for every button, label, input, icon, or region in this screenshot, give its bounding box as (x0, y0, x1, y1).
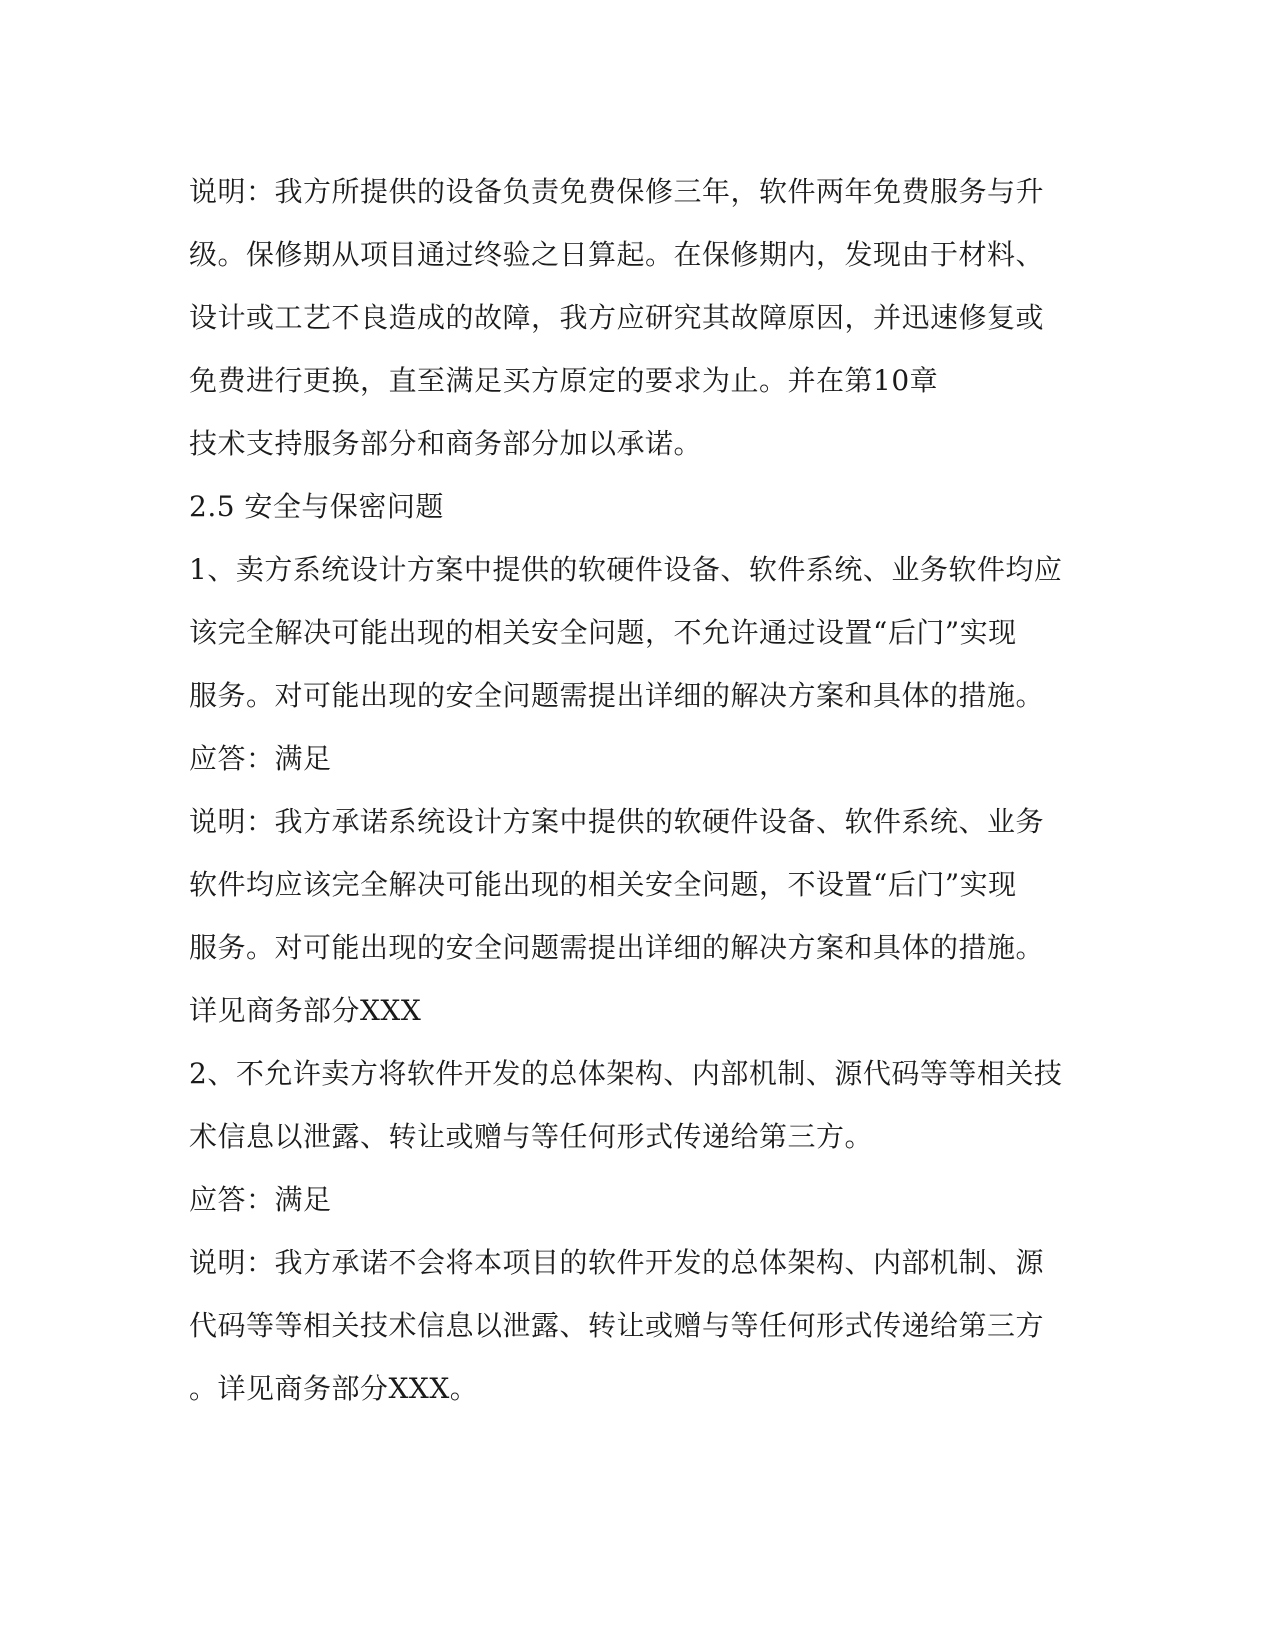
text-line: 2、不允许卖方将软件开发的总体架构、内部机制、源代码等等相关技 (189, 1057, 1063, 1090)
text-line: 服务。对可能出现的安全问题需提出详细的解决方案和具体的措施。 (189, 679, 1045, 712)
text-line: 术信息以泄露、转让或赠与等任何形式传递给第三方。 (189, 1120, 874, 1153)
text-line: 级。保修期从项目通过终验之日算起。在保修期内，发现由于材料、 (189, 238, 1045, 271)
text-line: 该完全解决可能出现的相关安全问题，不允许通过设置“后门”实现 (189, 616, 1017, 649)
text-line: 。详见商务部分XXX。 (189, 1372, 479, 1405)
document-body (189, 160, 1089, 1420)
section-heading: 2.5 安全与保密问题 (189, 490, 444, 523)
text-line: 软件均应该完全解决可能出现的相关安全问题，不设置“后门”实现 (189, 868, 1017, 901)
text-line: 设计或工艺不良造成的故障，我方应研究其故障原因，并迅速修复或 (189, 301, 1045, 334)
response-line: 应答：满足 (189, 1183, 332, 1216)
text-line: 服务。对可能出现的安全问题需提出详细的解决方案和具体的措施。 (189, 931, 1045, 964)
text-line: 说明：我方所提供的设备负责免费保修三年，软件两年免费服务与升 (189, 175, 1045, 208)
text-line: 详见商务部分XXX (189, 994, 422, 1027)
response-line: 应答：满足 (189, 742, 332, 775)
text-line: 免费进行更换，直至满足买方原定的要求为止。并在第10章 (189, 364, 939, 397)
text-line: 说明：我方承诺系统设计方案中提供的软硬件设备、软件系统、业务 (189, 805, 1045, 838)
text-line: 说明：我方承诺不会将本项目的软件开发的总体架构、内部机制、源 (189, 1246, 1045, 1279)
text-line: 1、卖方系统设计方案中提供的软硬件设备、软件系统、业务软件均应 (189, 553, 1063, 586)
text-line: 代码等等相关技术信息以泄露、转让或赠与等任何形式传递给第三方 (189, 1309, 1045, 1342)
text-line: 技术支持服务部分和商务部分加以承诺。 (189, 427, 703, 460)
